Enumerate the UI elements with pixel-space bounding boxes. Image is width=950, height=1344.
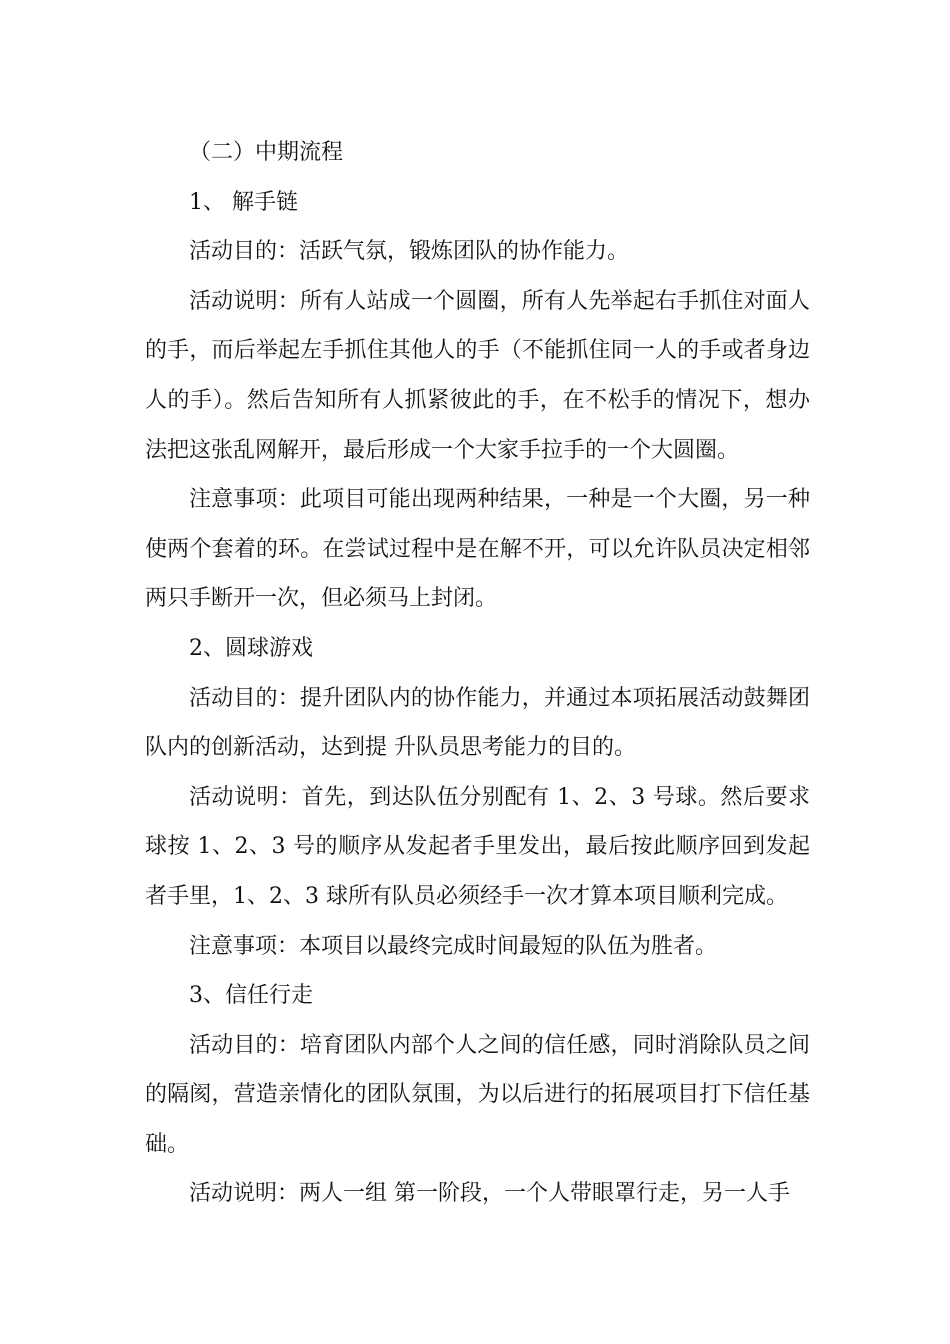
activity-heading-ball-game: 2、圆球游戏 [189,635,313,661]
trust-walk-purpose: 活动目的：培育团队内部个人之间的信任感，同时消除队员之间的隔阂，营造亲情化的团队氛围，为以后进行的拓展项目打下信任基础。 [145,1032,810,1157]
hand-chain-notes: 注意事项：此项目可能出现两种结果，一种是一个大圈，另一种使两个套着的环。在尝试过程中是在解不开，可以允许队员决定相邻两只手断开一次，但必须马上封闭。 [145,487,810,612]
document-body [145,128,810,1219]
ball-game-purpose: 活动目的：提升团队内的协作能力，并通过本项拓展活动鼓舞团队内的创新活动，达到提 升队员思考能力的目的。 [145,685,810,761]
hand-chain-purpose: 活动目的：活跃气氛，锻炼团队的协作能力。 [189,239,630,265]
ball-game-description: 活动说明：首先，到达队伍分别配有 1、2、3 号球。然后要求球按 1、2、3 号的顺序从发起者手里发出，最后按此顺序回到发起者手里，1、2、3 球所有队员必须经手一次才算本项目顺利完成。 [145,784,810,909]
ball-game-notes: 注意事项：本项目以最终完成时间最短的队伍为胜者。 [189,933,718,959]
activity-heading-trust-walk: 3、信任行走 [189,983,313,1009]
trust-walk-description: 活动说明：两人一组 第一阶段，一个人带眼罩行走，另一人手 [189,1181,790,1207]
section-heading: （二）中期流程 [189,140,344,165]
activity-heading-hand-chain: 1、 解手链 [189,189,298,215]
hand-chain-description: 活动说明：所有人站成一个圆圈，所有人先举起右手抓住对面人的手，而后举起左手抓住其他人的手（不能抓住同一人的手或者身边人的手）。然后告知所有人抓紧彼此的手，在不松手的情况下，想办法把这张乱网解开，最后形成一个大家手拉手的一个大圆圈。 [145,288,810,463]
